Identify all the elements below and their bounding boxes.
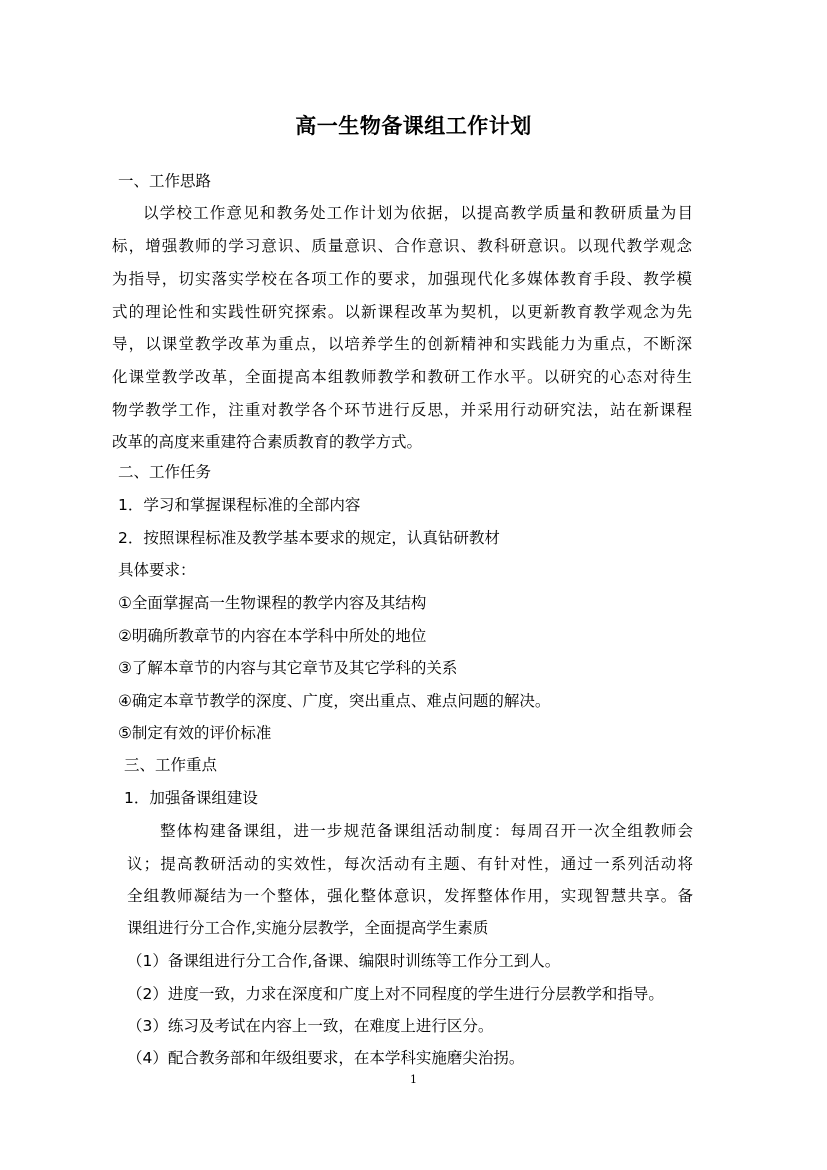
paragraph-line: 物学教学工作，注重对教学各个环节进行反思，并采用行动研究法，站在新课程 — [112, 401, 692, 419]
paragraph-line: 议；提高教研活动的实效性，每次活动有主题、有针对性，通过一系列活动将 — [127, 855, 693, 873]
paragraph-line: 为指导，切实落实学校在各项工作的要求，加强现代化多媒体教育手段、教学模 — [112, 270, 692, 288]
section-heading: 一、工作思路 — [118, 172, 212, 190]
paragraph-line: 课组进行分工合作,实施分层教学，全面提高学生素质 — [127, 919, 489, 937]
measure-item: （3）练习及考试在内容上一致，在难度上进行区分。 — [127, 1017, 494, 1035]
paragraph-line: 导，以课堂教学改革为重点，以培养学生的创新精神和实践能力为重点，不断深 — [112, 335, 692, 353]
requirement-item: ④确定本章节教学的深度、广度，突出重点、难点问题的解决。 — [118, 692, 551, 710]
paragraph-line: 式的理论性和实践性研究探索。以新课程改革为契机，以更新教育教学观念为先 — [112, 303, 692, 321]
requirements-heading: 具体要求： — [118, 561, 196, 579]
section-heading: 二、工作任务 — [118, 463, 212, 481]
paragraph-line: 整体构建备课组，进一步规范备课组活动制度：每周召开一次全组教师会 — [160, 822, 693, 840]
measure-item: （1）备课组进行分工合作,备课、编限时训练等工作分工到人。 — [127, 952, 561, 970]
paragraph-line: 全组教师凝结为一个整体，强化整体意识，发挥整体作用，实现智慧共享。备 — [127, 887, 693, 905]
requirement-item: ⑤制定有效的评价标准 — [118, 724, 272, 742]
paragraph-line: 以学校工作意见和教务处工作计划为依据，以提高教学质量和教研质量为目 — [143, 204, 693, 222]
requirement-item: ②明确所教章节的内容在本学科中所处的地位 — [118, 627, 427, 645]
paragraph-line: 标，增强教师的学习意识、质量意识、合作意识、教科研意识。以现代教学观念 — [112, 237, 692, 255]
requirement-item: ③了解本章节的内容与其它章节及其它学科的关系 — [118, 659, 458, 677]
document-title: 高一生物备课组工作计划 — [295, 113, 532, 138]
requirement-item: ①全面掌握高一生物课程的教学内容及其结构 — [118, 594, 427, 612]
measure-item: （4）配合教务部和年级组要求，在本学科实施磨尖治拐。 — [127, 1049, 525, 1067]
measure-item: （2）进度一致，力求在深度和广度上对不同程度的学生进行分层教学和指导。 — [127, 985, 664, 1003]
paragraph-line: 改革的高度来重建符合素质教育的教学方式。 — [112, 433, 423, 451]
section-heading: 三、工作重点 — [124, 756, 218, 774]
task-item: 1．学习和掌握课程标准的全部内容 — [118, 496, 361, 514]
paragraph-line: 化课堂教学改革，全面提高本组教师教学和教研工作水平。以研究的心态对待生 — [112, 368, 692, 386]
focus-item: 1．加强备课组建设 — [124, 789, 258, 807]
task-item: 2．按照课程标准及教学基本要求的规定，认真钻研教材 — [118, 529, 500, 547]
page-number: 1 — [410, 1073, 417, 1086]
